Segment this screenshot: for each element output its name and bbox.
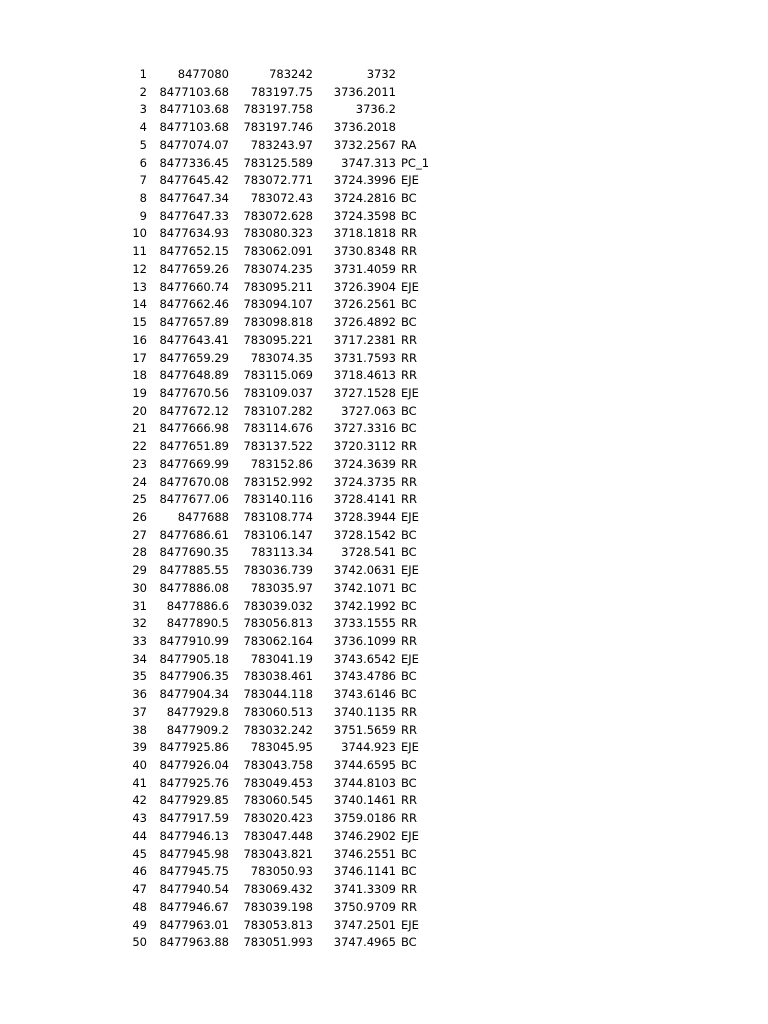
elevation-cell: 3724.2816 <box>333 191 396 206</box>
northing-cell: 8477645.42 <box>159 173 229 188</box>
table-row <box>0 420 768 438</box>
point-id-cell: 28 <box>132 545 147 560</box>
table-row <box>0 190 768 208</box>
table-row <box>0 917 768 935</box>
point-code-cell: BC <box>401 598 417 613</box>
point-id-cell: 23 <box>132 456 147 471</box>
point-id-cell: 24 <box>132 474 147 489</box>
table-row <box>0 562 768 580</box>
point-code-cell: BC <box>401 297 417 312</box>
point-id-cell: 11 <box>132 244 147 259</box>
easting-cell: 783053.813 <box>243 917 313 932</box>
point-id-cell: 12 <box>132 261 147 276</box>
point-id-cell: 33 <box>132 634 147 648</box>
point-code-cell: RR <box>401 368 417 383</box>
elevation-cell: 3743.6542 <box>333 651 396 666</box>
elevation-cell: 3720.3112 <box>333 439 396 454</box>
easting-cell: 783043.758 <box>243 758 313 773</box>
point-id-cell: 9 <box>139 208 147 223</box>
elevation-cell: 3747.4965 <box>333 935 396 950</box>
elevation-cell: 3736.2018 <box>333 120 396 135</box>
northing-cell: 8477648.89 <box>159 368 229 383</box>
point-code-cell: BC <box>401 864 417 879</box>
easting-cell: 783045.95 <box>250 740 313 755</box>
point-table <box>0 66 768 952</box>
elevation-cell: 3718.1818 <box>333 226 396 241</box>
northing-cell: 8477336.45 <box>159 155 229 170</box>
northing-cell: 8477886.08 <box>159 580 229 595</box>
point-id-cell: 14 <box>132 297 147 312</box>
table-row <box>0 615 768 633</box>
northing-cell: 8477080 <box>177 67 229 81</box>
point-id-cell: 49 <box>132 917 147 932</box>
point-code-cell: EJE <box>401 385 419 400</box>
point-id-cell: 47 <box>132 882 147 897</box>
easting-cell: 783056.813 <box>243 616 313 631</box>
point-id-cell: 50 <box>132 935 147 950</box>
point-code-cell: EJE <box>401 173 419 188</box>
northing-cell: 8477669.99 <box>159 456 229 471</box>
northing-cell: 8477690.35 <box>159 545 229 560</box>
table-row <box>0 633 768 651</box>
northing-cell: 8477945.75 <box>159 864 229 879</box>
northing-cell: 8477963.01 <box>159 917 229 932</box>
elevation-cell: 3740.1135 <box>333 704 396 719</box>
point-code-cell: BC <box>401 421 417 436</box>
easting-cell: 783108.774 <box>243 509 313 524</box>
point-code-cell: RR <box>401 244 417 259</box>
easting-cell: 783038.461 <box>243 669 313 684</box>
point-code-cell: BC <box>401 669 417 684</box>
northing-cell: 8477657.89 <box>159 315 229 330</box>
northing-cell: 8477670.08 <box>159 474 229 489</box>
point-id-cell: 25 <box>132 492 147 507</box>
northing-cell: 8477659.29 <box>159 350 229 365</box>
elevation-cell: 3742.0631 <box>333 563 396 578</box>
elevation-cell: 3744.923 <box>341 740 396 755</box>
table-row <box>0 544 768 562</box>
point-id-cell: 4 <box>139 120 147 135</box>
northing-cell: 8477688 <box>177 509 229 524</box>
elevation-cell: 3730.8348 <box>333 244 396 259</box>
point-id-cell: 1 <box>139 67 147 81</box>
table-row <box>0 934 768 952</box>
elevation-cell: 3727.3316 <box>333 421 396 436</box>
point-code-cell: BC <box>401 191 417 206</box>
table-row <box>0 225 768 243</box>
table-row <box>0 66 768 84</box>
easting-cell: 783080.323 <box>243 226 313 241</box>
point-id-cell: 32 <box>132 616 147 631</box>
table-row <box>0 722 768 740</box>
point-id-cell: 44 <box>132 828 147 843</box>
easting-cell: 783039.032 <box>243 598 313 613</box>
easting-cell: 783242 <box>269 67 313 81</box>
elevation-cell: 3736.2011 <box>333 84 396 99</box>
point-code-cell: RR <box>401 811 417 826</box>
table-row <box>0 314 768 332</box>
point-code-cell: RR <box>401 439 417 454</box>
point-id-cell: 30 <box>132 580 147 595</box>
elevation-cell: 3724.3996 <box>333 173 396 188</box>
point-code-cell: RR <box>401 793 417 808</box>
easting-cell: 783106.147 <box>243 527 313 542</box>
northing-cell: 8477886.6 <box>166 598 229 613</box>
table-row <box>0 438 768 456</box>
table-row <box>0 792 768 810</box>
point-id-cell: 29 <box>132 563 147 578</box>
table-row <box>0 332 768 350</box>
elevation-cell: 3718.4613 <box>333 368 396 383</box>
point-code-cell: BC <box>401 687 417 702</box>
point-id-cell: 41 <box>132 775 147 790</box>
northing-cell: 8477647.34 <box>159 191 229 206</box>
table-row <box>0 527 768 545</box>
elevation-cell: 3727.1528 <box>333 385 396 400</box>
table-row <box>0 828 768 846</box>
northing-cell: 8477672.12 <box>159 403 229 418</box>
easting-cell: 783243.97 <box>250 137 313 152</box>
table-row <box>0 101 768 119</box>
table-row <box>0 261 768 279</box>
point-code-cell: BC <box>401 527 417 542</box>
point-code-cell: RR <box>401 634 417 648</box>
elevation-cell: 3736.2 <box>355 102 396 117</box>
northing-cell: 8477670.56 <box>159 385 229 400</box>
elevation-cell: 3740.1461 <box>333 793 396 808</box>
table-row <box>0 580 768 598</box>
point-id-cell: 22 <box>132 439 147 454</box>
point-id-cell: 8 <box>139 191 147 206</box>
table-row <box>0 474 768 492</box>
point-id-cell: 40 <box>132 758 147 773</box>
northing-cell: 8477925.86 <box>159 740 229 755</box>
table-row <box>0 456 768 474</box>
point-code-cell: RR <box>401 722 417 737</box>
northing-cell: 8477909.2 <box>166 722 229 737</box>
northing-cell: 8477929.8 <box>166 704 229 719</box>
point-id-cell: 18 <box>132 368 147 383</box>
northing-cell: 8477963.88 <box>159 935 229 950</box>
point-id-cell: 15 <box>132 315 147 330</box>
elevation-cell: 3759.0186 <box>333 811 396 826</box>
northing-cell: 8477945.98 <box>159 846 229 861</box>
point-code-cell: EJE <box>401 563 419 578</box>
elevation-cell: 3742.1992 <box>333 598 396 613</box>
northing-cell: 8477659.26 <box>159 261 229 276</box>
elevation-cell: 3743.6146 <box>333 687 396 702</box>
northing-cell: 8477643.41 <box>159 332 229 347</box>
point-code-cell: EJE <box>401 279 419 294</box>
easting-cell: 783137.522 <box>243 439 313 454</box>
easting-cell: 783114.676 <box>243 421 313 436</box>
table-row <box>0 651 768 669</box>
easting-cell: 783152.86 <box>250 456 313 471</box>
table-row <box>0 385 768 403</box>
point-code-cell: BC <box>401 208 417 223</box>
table-row <box>0 668 768 686</box>
table-row <box>0 367 768 385</box>
table-row <box>0 403 768 421</box>
easting-cell: 783107.282 <box>243 403 313 418</box>
point-code-cell: BC <box>401 775 417 790</box>
easting-cell: 783044.118 <box>243 687 313 702</box>
point-code-cell: RR <box>401 616 417 631</box>
easting-cell: 783036.739 <box>243 563 313 578</box>
northing-cell: 8477651.89 <box>159 439 229 454</box>
point-code-cell: RR <box>401 474 417 489</box>
northing-cell: 8477926.04 <box>159 758 229 773</box>
point-id-cell: 45 <box>132 846 147 861</box>
point-code-cell: RR <box>401 456 417 471</box>
point-id-cell: 42 <box>132 793 147 808</box>
point-id-cell: 21 <box>132 421 147 436</box>
point-id-cell: 46 <box>132 864 147 879</box>
northing-cell: 8477940.54 <box>159 882 229 897</box>
point-id-cell: 20 <box>132 403 147 418</box>
point-id-cell: 39 <box>132 740 147 755</box>
table-row <box>0 279 768 297</box>
table-row <box>0 757 768 775</box>
point-id-cell: 35 <box>132 669 147 684</box>
table-row <box>0 863 768 881</box>
easting-cell: 783060.513 <box>243 704 313 719</box>
easting-cell: 783035.97 <box>250 580 313 595</box>
elevation-cell: 3744.6595 <box>333 758 396 773</box>
elevation-cell: 3717.2381 <box>333 332 396 347</box>
elevation-cell: 3728.3944 <box>333 509 396 524</box>
elevation-cell: 3724.3735 <box>333 474 396 489</box>
table-row <box>0 137 768 155</box>
point-code-cell: RR <box>401 492 417 507</box>
point-code-cell: EJE <box>401 828 419 843</box>
northing-cell: 8477666.98 <box>159 421 229 436</box>
easting-cell: 783074.35 <box>250 350 313 365</box>
easting-cell: 783039.198 <box>243 899 313 914</box>
northing-cell: 8477917.59 <box>159 811 229 826</box>
elevation-cell: 3727.063 <box>341 403 396 418</box>
table-row <box>0 84 768 102</box>
elevation-cell: 3732.2567 <box>333 137 396 152</box>
easting-cell: 783072.43 <box>250 191 313 206</box>
northing-cell: 8477662.46 <box>159 297 229 312</box>
elevation-cell: 3724.3639 <box>333 456 396 471</box>
point-id-cell: 27 <box>132 527 147 542</box>
easting-cell: 783197.746 <box>243 120 313 135</box>
easting-cell: 783109.037 <box>243 385 313 400</box>
point-id-cell: 17 <box>132 350 147 365</box>
northing-cell: 8477904.34 <box>159 687 229 702</box>
elevation-cell: 3726.3904 <box>333 279 396 294</box>
easting-cell: 783094.107 <box>243 297 313 312</box>
northing-cell: 8477925.76 <box>159 775 229 790</box>
easting-cell: 783032.242 <box>243 722 313 737</box>
northing-cell: 8477890.5 <box>166 616 229 631</box>
point-id-cell: 48 <box>132 899 147 914</box>
easting-cell: 783041.19 <box>250 651 313 666</box>
point-id-cell: 37 <box>132 704 147 719</box>
elevation-cell: 3728.541 <box>341 545 396 560</box>
elevation-cell: 3743.4786 <box>333 669 396 684</box>
point-code-cell: BC <box>401 580 417 595</box>
elevation-cell: 3728.4141 <box>333 492 396 507</box>
easting-cell: 783140.116 <box>243 492 313 507</box>
point-id-cell: 26 <box>132 509 147 524</box>
easting-cell: 783050.93 <box>250 864 313 879</box>
table-row <box>0 739 768 757</box>
northing-cell: 8477103.68 <box>159 84 229 99</box>
elevation-cell: 3728.1542 <box>333 527 396 542</box>
easting-cell: 783051.993 <box>243 935 313 950</box>
point-id-cell: 36 <box>132 687 147 702</box>
table-row <box>0 810 768 828</box>
table-row <box>0 881 768 899</box>
northing-cell: 8477074.07 <box>159 137 229 152</box>
table-row <box>0 119 768 137</box>
elevation-cell: 3751.5659 <box>333 722 396 737</box>
easting-cell: 783060.545 <box>243 793 313 808</box>
northing-cell: 8477905.18 <box>159 651 229 666</box>
easting-cell: 783072.628 <box>243 208 313 223</box>
elevation-cell: 3747.2501 <box>333 917 396 932</box>
easting-cell: 783072.771 <box>243 173 313 188</box>
elevation-cell: 3746.2902 <box>333 828 396 843</box>
table-row <box>0 491 768 509</box>
northing-cell: 8477677.06 <box>159 492 229 507</box>
northing-cell: 8477103.68 <box>159 120 229 135</box>
table-row <box>0 704 768 722</box>
northing-cell: 8477885.55 <box>159 563 229 578</box>
point-code-cell: RA <box>401 137 417 152</box>
northing-cell: 8477647.33 <box>159 208 229 223</box>
point-id-cell: 10 <box>132 226 147 241</box>
elevation-cell: 3731.7593 <box>333 350 396 365</box>
easting-cell: 783152.992 <box>243 474 313 489</box>
point-id-cell: 16 <box>132 332 147 347</box>
elevation-cell: 3736.1099 <box>333 634 396 648</box>
easting-cell: 783125.589 <box>243 155 313 170</box>
elevation-cell: 3726.4892 <box>333 315 396 330</box>
point-id-cell: 34 <box>132 651 147 666</box>
elevation-cell: 3724.3598 <box>333 208 396 223</box>
point-id-cell: 13 <box>132 279 147 294</box>
point-code-cell: BC <box>401 758 417 773</box>
point-code-cell: EJE <box>401 740 419 755</box>
point-code-cell: RR <box>401 704 417 719</box>
elevation-cell: 3747.313 <box>341 155 396 170</box>
northing-cell: 8477906.35 <box>159 669 229 684</box>
table-row <box>0 899 768 917</box>
easting-cell: 783062.091 <box>243 244 313 259</box>
easting-cell: 783115.069 <box>243 368 313 383</box>
table-row <box>0 296 768 314</box>
northing-cell: 8477652.15 <box>159 244 229 259</box>
point-code-cell: RR <box>401 226 417 241</box>
point-id-cell: 6 <box>139 155 147 170</box>
point-code-cell: EJE <box>401 509 419 524</box>
table-row <box>0 775 768 793</box>
table-row <box>0 846 768 864</box>
elevation-cell: 3733.1555 <box>333 616 396 631</box>
easting-cell: 783047.448 <box>243 828 313 843</box>
point-code-cell: RR <box>401 261 417 276</box>
point-code-cell: BC <box>401 545 417 560</box>
point-id-cell: 43 <box>132 811 147 826</box>
point-code-cell: BC <box>401 935 417 950</box>
table-row <box>0 598 768 616</box>
point-code-cell: RR <box>401 899 417 914</box>
easting-cell: 783113.34 <box>250 545 313 560</box>
point-id-cell: 5 <box>139 137 147 152</box>
easting-cell: 783069.432 <box>243 882 313 897</box>
northing-cell: 8477929.85 <box>159 793 229 808</box>
table-row <box>0 155 768 173</box>
point-id-cell: 38 <box>132 722 147 737</box>
northing-cell: 8477946.13 <box>159 828 229 843</box>
point-id-cell: 31 <box>132 598 147 613</box>
easting-cell: 783197.75 <box>250 84 313 99</box>
northing-cell: 8477660.74 <box>159 279 229 294</box>
easting-cell: 783095.211 <box>243 279 313 294</box>
easting-cell: 783043.821 <box>243 846 313 861</box>
easting-cell: 783049.453 <box>243 775 313 790</box>
elevation-cell: 3742.1071 <box>333 580 396 595</box>
elevation-cell: 3744.8103 <box>333 775 396 790</box>
point-id-cell: 19 <box>132 385 147 400</box>
northing-cell: 8477634.93 <box>159 226 229 241</box>
point-code-cell: EJE <box>401 917 419 932</box>
table-row <box>0 208 768 226</box>
point-code-cell: BC <box>401 846 417 861</box>
point-id-cell: 7 <box>139 173 147 188</box>
easting-cell: 783074.235 <box>243 261 313 276</box>
point-code-cell: BC <box>401 403 417 418</box>
northing-cell: 8477910.99 <box>159 634 229 648</box>
elevation-cell: 3746.1141 <box>333 864 396 879</box>
point-code-cell: BC <box>401 315 417 330</box>
table-row <box>0 172 768 190</box>
easting-cell: 783062.164 <box>243 634 313 648</box>
elevation-cell: 3726.2561 <box>333 297 396 312</box>
table-row <box>0 243 768 261</box>
northing-cell: 8477686.61 <box>159 527 229 542</box>
northing-cell: 8477946.67 <box>159 899 229 914</box>
point-code-cell: PC_1 <box>401 155 430 170</box>
northing-cell: 8477103.68 <box>159 102 229 117</box>
elevation-cell: 3732 <box>366 67 396 81</box>
point-code-cell: EJE <box>401 651 419 666</box>
table-row <box>0 509 768 527</box>
table-row <box>0 686 768 704</box>
point-id-cell: 2 <box>139 84 147 99</box>
easting-cell: 783020.423 <box>243 811 313 826</box>
elevation-cell: 3731.4059 <box>333 261 396 276</box>
point-code-cell: RR <box>401 350 417 365</box>
elevation-cell: 3750.9709 <box>333 899 396 914</box>
point-code-cell: RR <box>401 332 417 347</box>
table-row <box>0 350 768 368</box>
point-id-cell: 3 <box>139 102 147 117</box>
easting-cell: 783197.758 <box>243 102 313 117</box>
easting-cell: 783095.221 <box>243 332 313 347</box>
easting-cell: 783098.818 <box>243 315 313 330</box>
elevation-cell: 3746.2551 <box>333 846 396 861</box>
point-code-cell: RR <box>401 882 417 897</box>
elevation-cell: 3741.3309 <box>333 882 396 897</box>
